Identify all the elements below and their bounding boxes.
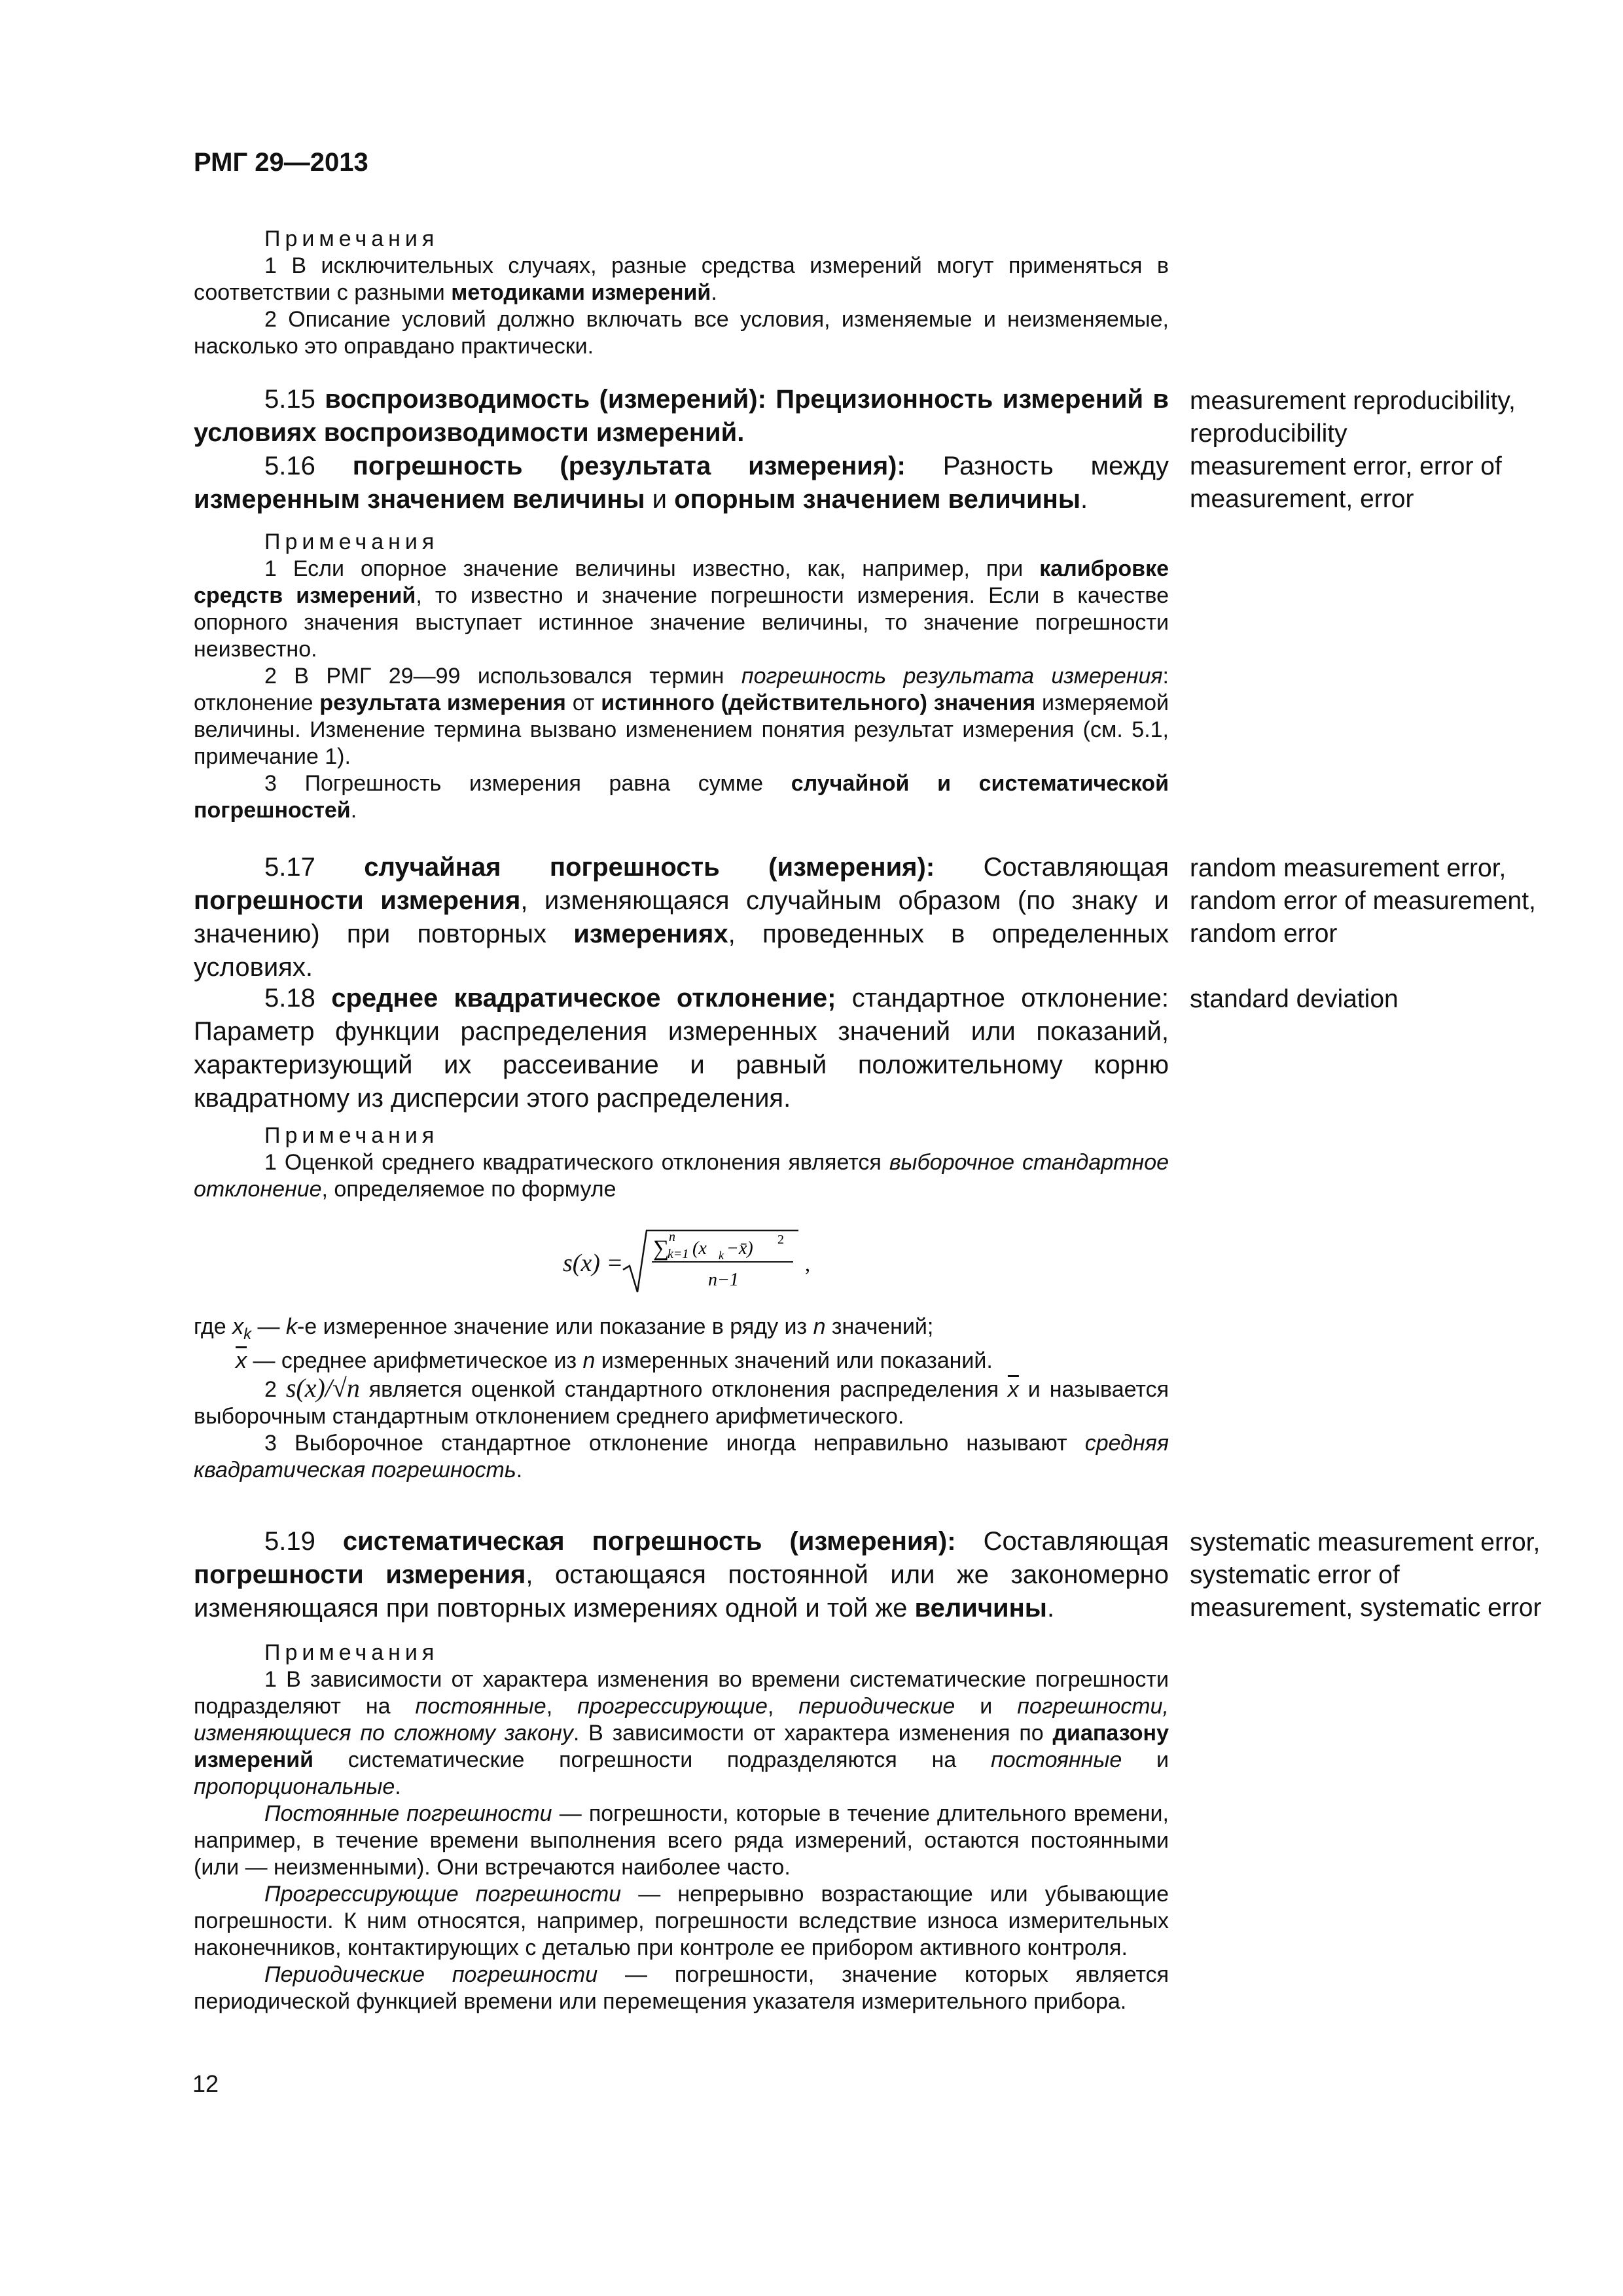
formula-comma: ,: [805, 1252, 810, 1276]
notes-block-3: [194, 1122, 1169, 1203]
english-term-5-17: random measurement error, random error of measurement, random error: [1190, 854, 1536, 948]
english-term-5-15: measurement reproducibility, reproducibility: [1190, 387, 1516, 448]
note-3: 3 Выборочное стандартное отклонение иногда неправильно называют средняя квадратическая погрешность.: [194, 1431, 1169, 1482]
english-term-5-19: systematic measurement error, systematic error of measurement, systematic error: [1190, 1528, 1542, 1622]
formula-denominator: n−1: [708, 1270, 739, 1290]
formula-legend: [194, 1314, 993, 1374]
notes-block-2: [194, 529, 1169, 824]
term-5-19: 5.19 систематическая погрешность (измерения): Составляющая погрешности измерения, остающаяся постоянной или же закономерно изменяющаяся при повторных измерениях одной и той же величины.: [194, 1527, 1169, 1623]
formula-upper: n: [669, 1230, 675, 1244]
paragraph-periodic-errors: Периодические погрешности — погрешности, значение которых является периодической функцией времени или перемещения указателя измерительного прибора.: [194, 1962, 1169, 2014]
note-1: 1 Оценкой среднего квадратического отклонения является выборочное стандартное отклонение, определяемое по формуле: [194, 1150, 1169, 1202]
formula-lower: k=1: [668, 1247, 689, 1261]
note-2: 2 s(x)/√n является оценкой стандартного отклонения распределения $\overline{x}$ и называется выборочным стандартным отклонением среднего арифметического.: [194, 1373, 1169, 1429]
term-5-15: 5.15 воспроизводимость (измерений): Прецизионность измерений в условиях воспроизводимости измерений. 5.16 погрешность (результата измерения): Разность между измеренным значением величины и опорным значением величины.: [194, 385, 1169, 514]
formula-lhs: s(x) =: [563, 1249, 624, 1277]
note-1: 1 В зависимости от характера изменения во времени систематические погрешности подразделяют на постоянные, прогрессирующие, периодические и погрешности, изменяющиеся по сложному закону. В зависимости от характера изменения по диапазону измерений систематические погрешности подразделяются на постоянные и пропорциональные.: [194, 1667, 1169, 1799]
english-term-5-16: measurement error, error of measurement, error: [1190, 452, 1502, 513]
notes-heading: Примечания: [264, 529, 439, 554]
notes-block-3-cont: [194, 1374, 1169, 1484]
notes-block-4: [194, 1640, 1169, 2015]
notes-heading: Примечания: [264, 1123, 439, 1148]
notes-block-1: [194, 226, 1169, 360]
formula-rest: −x̄): [726, 1238, 753, 1259]
formula-sub-k: k: [719, 1249, 724, 1262]
formula-sum: ∑: [653, 1236, 669, 1261]
formula-pow: 2: [777, 1232, 784, 1247]
page-number: 12: [192, 2070, 219, 2097]
formula-body: (x: [692, 1238, 707, 1259]
std-deviation-formula: [563, 1224, 903, 1296]
english-term-5-18: standard deviation: [1190, 985, 1399, 1013]
note-1: 1 В исключительных случаях, разные средства измерений могут применяться в соответствии с разными методиками измерений.: [194, 253, 1169, 305]
notes-heading: Примечания: [264, 226, 439, 251]
note-1: 1 Если опорное значение величины известно, как, например, при калибровке средств измерений, то известно и значение погрешности измерения. Если в качестве опорного значения выступает истинное значение величины, то значение погрешности неизвестно.: [194, 556, 1169, 662]
note-2: 2 Описание условий должно включать все условия, изменяемые и неизменяемые, насколько это оправдано практически.: [194, 307, 1169, 359]
note-2: 2 В РМГ 29—99 использовался термин погрешность результата измерения: отклонение результата измерения от истинного (действительного) значения измеряемой величины. Изменение термина вызвано изменением понятия результат измерения (см. 5.1, примечание 1).: [194, 664, 1169, 769]
legend-xk: где $x_k$ — k-е измеренное значение или показание в ряду из n значений;: [194, 1314, 934, 1343]
notes-heading: Примечания: [264, 1640, 439, 1665]
paragraph-constant-errors: Постоянные погрешности — погрешности, которые в течение длительного времени, например, в течение времени выполнения всего ряда измерений, остаются постоянными (или — неизменными). Они встречаются наиболее часто.: [194, 1801, 1169, 1880]
paragraph-progressive-errors: Прогрессирующие погрешности — непрерывно возрастающие или убывающие погрешности. К ним относятся, например, погрешности вследствие износа измерительных наконечников, контактирующих с деталью при контроле ее прибором активного контроля.: [194, 1882, 1169, 1960]
note-3: 3 Погрешность измерения равна сумме случайной и систематической погрешностей.: [194, 771, 1169, 823]
term-5-17: 5.17 случайная погрешность (измерения): Составляющая погрешности измерения, изменяющаяся случайным образом (по знаку и значению) при повторных измерениях, проведенных в определенных условиях.: [194, 853, 1169, 982]
document-code: РМГ 29—2013: [194, 148, 368, 177]
legend-xbar: $\overline{x}$ — среднее арифметическое из n измеренных значений или показаний.: [236, 1348, 993, 1373]
term-5-18: 5.18 среднее квадратическое отклонение; стандартное отклонение: Параметр функции распределения измеренных значений или показаний, характеризующий их рассеивание и равный положительному корню квадратному из дисперсии этого распределения.: [194, 984, 1169, 1113]
formula-svg: [563, 1224, 903, 1296]
